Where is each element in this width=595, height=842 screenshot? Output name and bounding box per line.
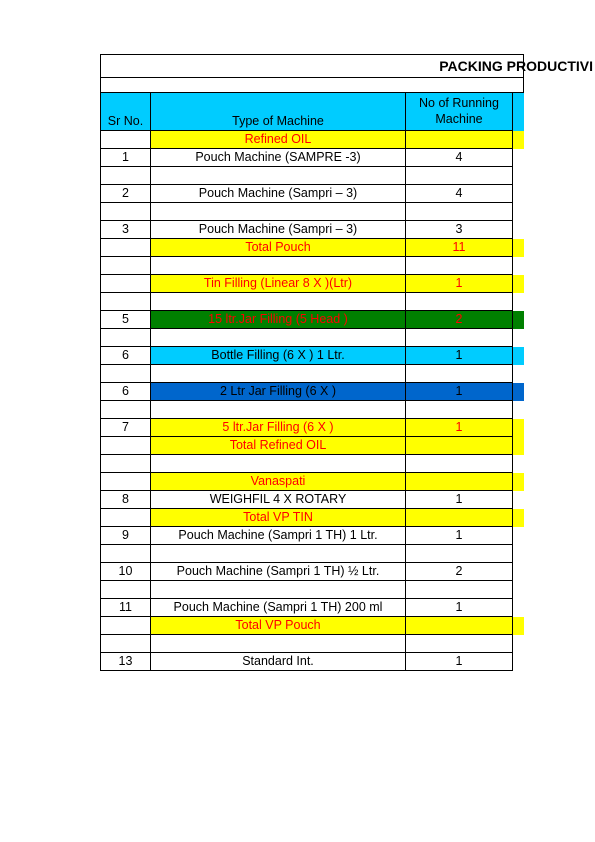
running-count-cell[interactable]	[406, 437, 513, 455]
table-row	[101, 329, 524, 347]
machine-type-cell[interactable]	[151, 401, 406, 419]
overflow-cell[interactable]	[513, 509, 524, 527]
running-count-cell[interactable]: 1	[406, 383, 513, 401]
sr-no-cell[interactable]	[101, 473, 151, 491]
machine-type-cell[interactable]	[151, 293, 406, 311]
running-count-cell[interactable]	[406, 203, 513, 221]
machine-type-cell[interactable]: Bottle Filling (6 X ) 1 Ltr.	[151, 347, 406, 365]
sr-no-cell[interactable]	[101, 437, 151, 455]
overflow-cell[interactable]	[513, 329, 524, 347]
running-count-cell[interactable]	[406, 617, 513, 635]
sr-no-cell[interactable]: 8	[101, 491, 151, 509]
sr-no-cell[interactable]: 3	[101, 221, 151, 239]
running-count-cell[interactable]	[406, 365, 513, 383]
spreadsheet	[100, 54, 593, 671]
table-row	[101, 203, 524, 221]
machine-type-cell[interactable]: 5 ltr.Jar Filling (6 X )	[151, 419, 406, 437]
running-count-cell[interactable]	[406, 473, 513, 491]
sr-no-cell[interactable]: 6	[101, 383, 151, 401]
machine-type-cell[interactable]: Pouch Machine (Sampri 1 TH) ½ Ltr.	[151, 563, 406, 581]
sr-no-cell[interactable]	[101, 131, 151, 149]
running-count-cell[interactable]: 1	[406, 347, 513, 365]
overflow-cell[interactable]	[513, 581, 524, 599]
sr-no-cell[interactable]: 9	[101, 527, 151, 545]
machine-type-cell[interactable]	[151, 167, 406, 185]
running-count-cell[interactable]	[406, 131, 513, 149]
overflow-cell[interactable]	[513, 185, 524, 203]
sr-no-cell[interactable]	[101, 365, 151, 383]
overflow-cell[interactable]	[513, 635, 524, 653]
sr-no-cell[interactable]	[101, 617, 151, 635]
machine-type-cell[interactable]	[151, 635, 406, 653]
table-row	[101, 347, 524, 365]
machine-type-cell[interactable]	[151, 455, 406, 473]
overflow-cell[interactable]	[513, 203, 524, 221]
sr-no-cell[interactable]	[101, 203, 151, 221]
running-count-cell[interactable]	[406, 509, 513, 527]
overflow-cell[interactable]	[513, 419, 524, 437]
header-running-machine[interactable]	[406, 93, 513, 131]
overflow-cell[interactable]	[513, 563, 524, 581]
table-row	[101, 383, 524, 401]
running-count-cell[interactable]: 1	[406, 491, 513, 509]
overflow-cell[interactable]	[513, 275, 524, 293]
sr-no-cell[interactable]	[101, 293, 151, 311]
running-count-cell[interactable]	[406, 545, 513, 563]
sr-no-cell[interactable]: 10	[101, 563, 151, 581]
sr-no-cell[interactable]: 1	[101, 149, 151, 167]
table-row	[101, 239, 524, 257]
header-running-line-1: No of Running	[419, 96, 499, 110]
sr-no-cell[interactable]	[101, 581, 151, 599]
sheet-title: PACKING PRODUCTIVI	[439, 57, 593, 74]
table-row	[101, 635, 524, 653]
table-row	[101, 221, 524, 239]
overflow-cell[interactable]	[513, 149, 524, 167]
machine-type-cell[interactable]	[151, 329, 406, 347]
packing-productivity-table	[100, 54, 593, 671]
overflow-cell[interactable]	[513, 347, 524, 365]
running-count-cell[interactable]: 1	[406, 419, 513, 437]
overflow-cell[interactable]	[513, 383, 524, 401]
machine-type-cell[interactable]	[151, 257, 406, 275]
sr-no-cell[interactable]: 6	[101, 347, 151, 365]
running-count-cell[interactable]: 1	[406, 653, 513, 671]
sr-no-cell[interactable]	[101, 329, 151, 347]
overflow-cell[interactable]	[513, 311, 524, 329]
table-row	[101, 365, 524, 383]
overflow-cell[interactable]	[513, 437, 524, 455]
running-count-cell[interactable]	[406, 401, 513, 419]
table-row	[101, 131, 524, 149]
running-count-cell[interactable]	[406, 257, 513, 275]
overflow-cell[interactable]	[513, 617, 524, 635]
table-row	[101, 527, 524, 545]
running-count-cell[interactable]: 4	[406, 149, 513, 167]
table-row	[101, 401, 524, 419]
header-running-line-2: Machine	[435, 112, 483, 126]
machine-type-cell[interactable]: Tin Filling (Linear 8 X )(Ltr)	[151, 275, 406, 293]
title-row	[101, 55, 524, 78]
table-row	[101, 437, 524, 455]
table-row	[101, 581, 524, 599]
machine-type-cell[interactable]: WEIGHFIL 4 X ROTARY	[151, 491, 406, 509]
table-row	[101, 311, 524, 329]
overflow-cell[interactable]	[513, 293, 524, 311]
table-row	[101, 275, 524, 293]
overflow-cell[interactable]	[513, 365, 524, 383]
sr-no-cell[interactable]: 7	[101, 419, 151, 437]
machine-type-cell[interactable]: 15 ltr.Jar Filling (5 Head )	[151, 311, 406, 329]
overflow-cell[interactable]	[513, 491, 524, 509]
header-row	[101, 93, 524, 131]
overflow-cell[interactable]	[513, 527, 524, 545]
table-row	[101, 491, 524, 509]
machine-type-cell[interactable]	[151, 581, 406, 599]
machine-type-cell[interactable]	[151, 365, 406, 383]
table-row	[101, 293, 524, 311]
header-overflow-cell[interactable]	[513, 93, 524, 131]
table-row	[101, 563, 524, 581]
sr-no-cell[interactable]: 2	[101, 185, 151, 203]
overflow-cell[interactable]	[513, 401, 524, 419]
table-row	[101, 473, 524, 491]
spacer-row	[101, 78, 524, 93]
sr-no-cell[interactable]	[101, 401, 151, 419]
sr-no-cell[interactable]	[101, 239, 151, 257]
machine-type-cell[interactable]: Total Refined OIL	[151, 437, 406, 455]
machine-type-cell[interactable]: Vanaspati	[151, 473, 406, 491]
running-count-cell[interactable]	[406, 635, 513, 653]
table-row	[101, 185, 524, 203]
table-row	[101, 167, 524, 185]
sheet-title-cell[interactable]	[101, 55, 593, 78]
sr-no-cell[interactable]	[101, 167, 151, 185]
machine-type-cell[interactable]	[151, 545, 406, 563]
machine-type-cell[interactable]: Pouch Machine (Sampri – 3)	[151, 185, 406, 203]
table-row	[101, 599, 524, 617]
sr-no-cell[interactable]	[101, 257, 151, 275]
machine-type-cell[interactable]: Total VP TIN	[151, 509, 406, 527]
overflow-cell[interactable]	[513, 131, 524, 149]
machine-type-cell[interactable]: Total VP Pouch	[151, 617, 406, 635]
running-count-cell[interactable]: 4	[406, 185, 513, 203]
running-count-cell[interactable]: 2	[406, 311, 513, 329]
running-count-cell[interactable]	[406, 167, 513, 185]
table-row	[101, 545, 524, 563]
overflow-cell[interactable]	[513, 599, 524, 617]
table-row	[101, 257, 524, 275]
running-count-cell[interactable]	[406, 293, 513, 311]
sr-no-cell[interactable]: 11	[101, 599, 151, 617]
overflow-cell[interactable]	[513, 239, 524, 257]
running-count-cell[interactable]: 1	[406, 599, 513, 617]
header-sr-no[interactable]: Sr No.	[101, 93, 151, 131]
running-count-cell[interactable]: 2	[406, 563, 513, 581]
running-count-cell[interactable]	[406, 455, 513, 473]
table-row	[101, 509, 524, 527]
sr-no-cell[interactable]	[101, 509, 151, 527]
sr-no-cell[interactable]	[101, 275, 151, 293]
running-count-cell[interactable]	[406, 329, 513, 347]
machine-type-cell[interactable]: Pouch Machine (Sampri 1 TH) 1 Ltr.	[151, 527, 406, 545]
table-row	[101, 149, 524, 167]
sr-no-cell[interactable]	[101, 455, 151, 473]
machine-type-cell[interactable]: Pouch Machine (SAMPRE -3)	[151, 149, 406, 167]
overflow-cell[interactable]	[513, 653, 524, 671]
overflow-cell[interactable]	[513, 257, 524, 275]
machine-type-cell[interactable]: Total Pouch	[151, 239, 406, 257]
running-count-cell[interactable]: 11	[406, 239, 513, 257]
machine-type-cell[interactable]: 2 Ltr Jar Filling (6 X )	[151, 383, 406, 401]
overflow-cell[interactable]	[513, 167, 524, 185]
sr-no-cell[interactable]: 5	[101, 311, 151, 329]
machine-type-cell[interactable]: Pouch Machine (Sampri 1 TH) 200 ml	[151, 599, 406, 617]
running-count-cell[interactable]: 1	[406, 275, 513, 293]
running-count-cell[interactable]: 3	[406, 221, 513, 239]
machine-type-cell[interactable]	[151, 203, 406, 221]
machine-type-cell[interactable]: Standard Int.	[151, 653, 406, 671]
spacer-cell[interactable]	[101, 78, 524, 93]
running-count-cell[interactable]: 1	[406, 527, 513, 545]
table-row	[101, 419, 524, 437]
overflow-cell[interactable]	[513, 455, 524, 473]
sr-no-cell[interactable]	[101, 635, 151, 653]
machine-type-cell[interactable]: Refined OIL	[151, 131, 406, 149]
table-row	[101, 653, 524, 671]
machine-type-cell[interactable]: Pouch Machine (Sampri – 3)	[151, 221, 406, 239]
sr-no-cell[interactable]: 13	[101, 653, 151, 671]
table-row	[101, 617, 524, 635]
overflow-cell[interactable]	[513, 545, 524, 563]
overflow-cell[interactable]	[513, 221, 524, 239]
header-type-of-machine[interactable]: Type of Machine	[151, 93, 406, 131]
table-row	[101, 455, 524, 473]
running-count-cell[interactable]	[406, 581, 513, 599]
sr-no-cell[interactable]	[101, 545, 151, 563]
overflow-cell[interactable]	[513, 473, 524, 491]
